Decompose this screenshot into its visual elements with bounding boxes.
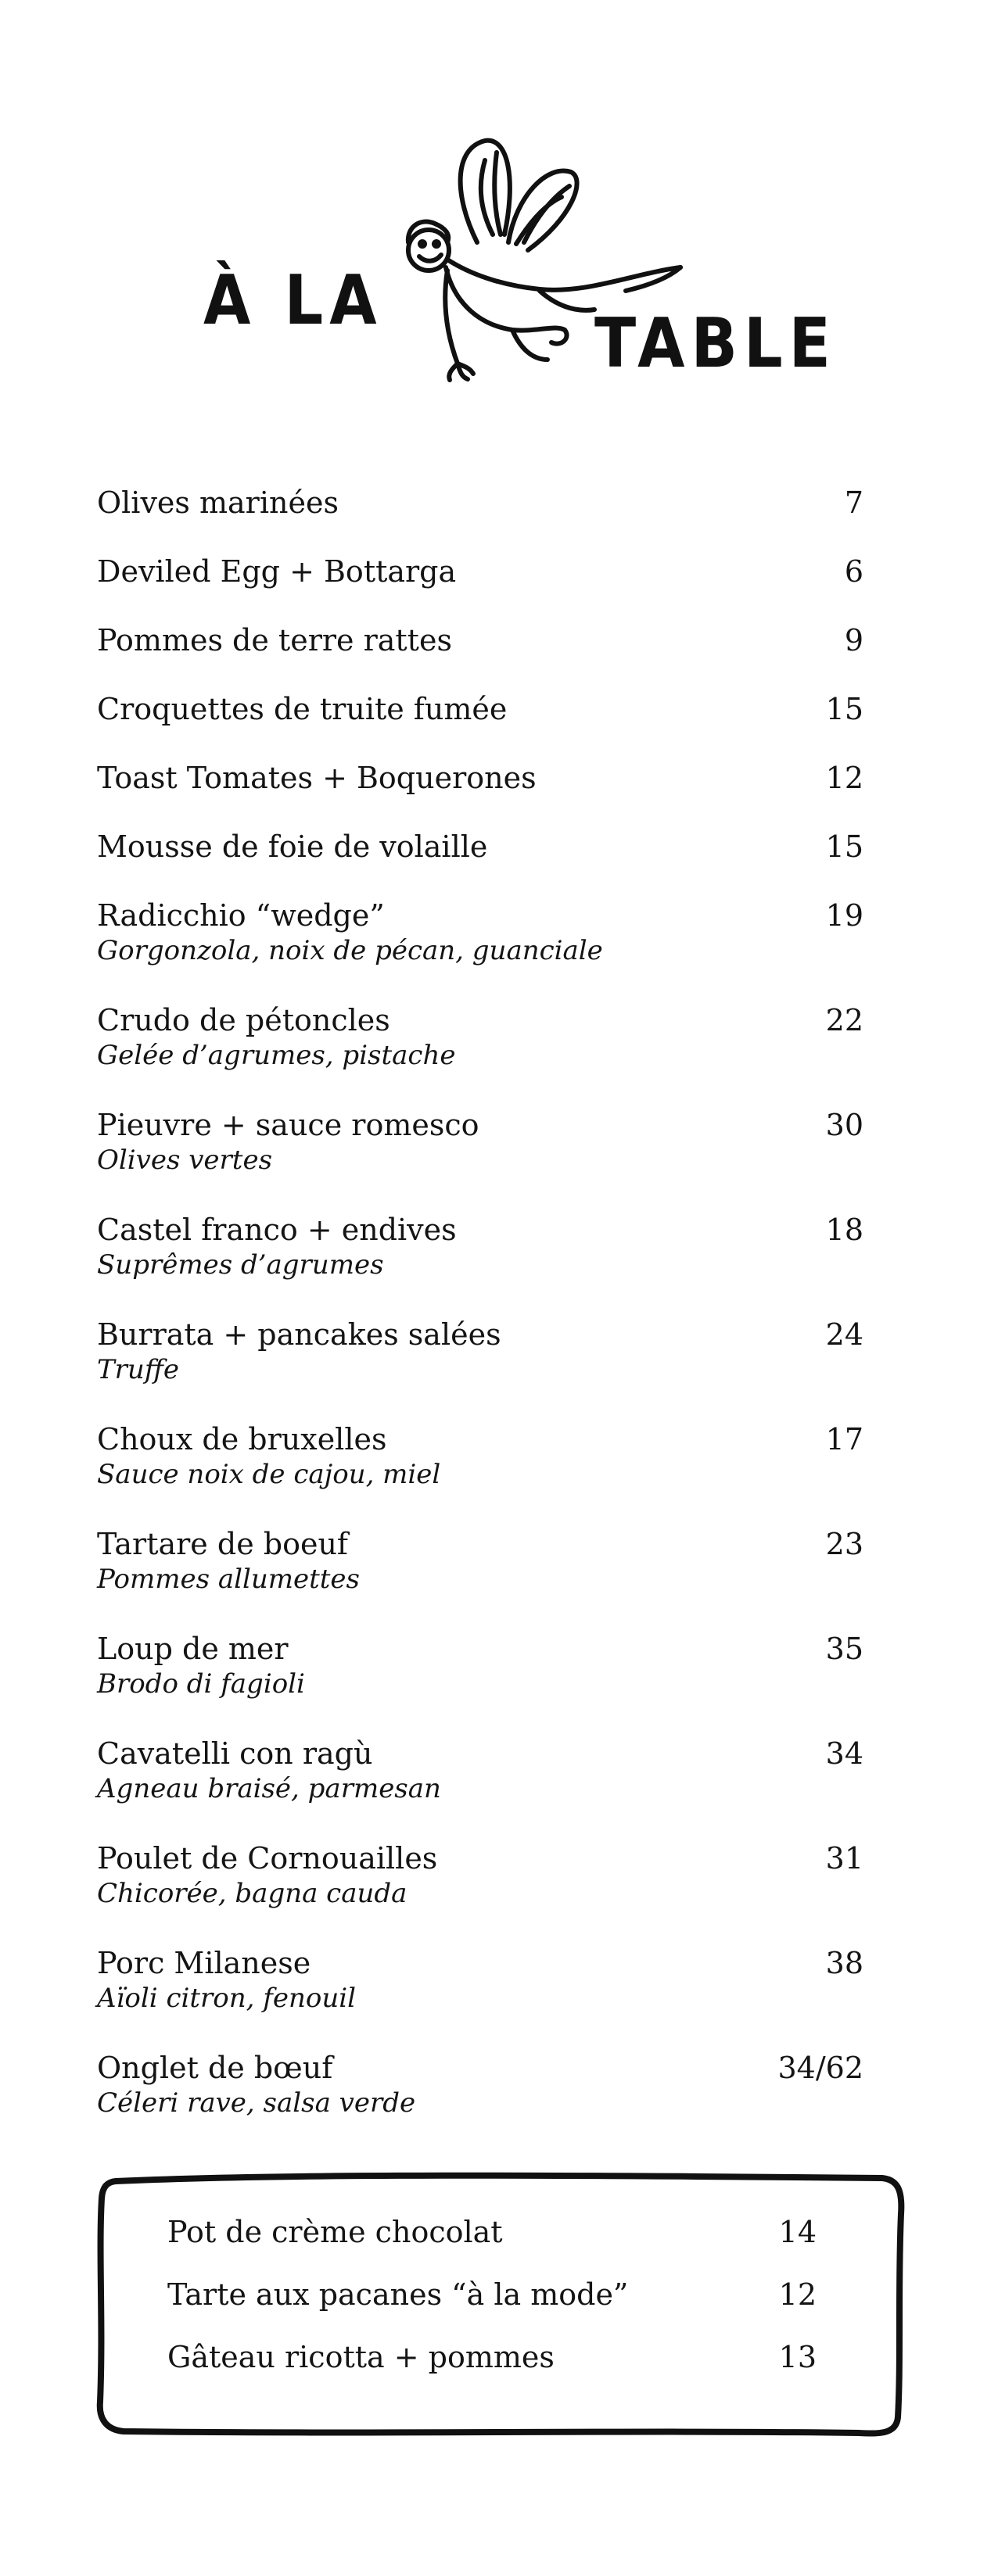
menu-item-price: 31: [825, 1841, 863, 1876]
menu-item-name: Loup de mer: [97, 1632, 289, 1666]
menu-item-price: 15: [825, 692, 863, 726]
winged-sprite-icon: [360, 125, 720, 438]
menu-item: [97, 760, 863, 829]
menu-item: [97, 1526, 863, 1631]
menu-item: [97, 1002, 863, 1107]
menu-item-description: Céleri rave, salsa verde: [97, 2087, 416, 2119]
menu-item-price: 19: [825, 898, 863, 933]
menu-item-price: 34: [825, 1736, 863, 1771]
menu-item-name: Castel franco + endives: [97, 1213, 457, 1247]
menu-item: [97, 1212, 863, 1317]
main-menu-list: [97, 485, 863, 2155]
dessert-item-price: 13: [778, 2340, 817, 2374]
menu-item-name: Pieuvre + sauce romesco: [97, 1108, 479, 1142]
menu-item-name: Toast Tomates + Boquerones: [97, 761, 537, 795]
menu-item-price: 6: [844, 554, 863, 589]
menu-item-name: Onglet de bœuf: [97, 2051, 333, 2085]
menu-item-name: Olives marinées: [97, 485, 339, 520]
menu-item-description: Suprêmes d’agrumes: [97, 1249, 384, 1281]
menu-item-description: Gelée d’agrumes, pistache: [97, 1040, 456, 1071]
menu-item-description: Sauce noix de cajou, miel: [97, 1459, 441, 1490]
menu-item: [97, 829, 863, 897]
dessert-item-price: 12: [778, 2277, 817, 2312]
menu-item: [97, 897, 863, 1002]
menu-item-name: Deviled Egg + Bottarga: [97, 554, 457, 589]
menu-item-name: Pommes de terre rattes: [97, 623, 452, 657]
menu-item-name: Crudo de pétoncles: [97, 1003, 390, 1037]
menu-item-description: Truffe: [97, 1354, 180, 1385]
menu-item-description: Olives vertes: [97, 1145, 273, 1176]
dessert-item: [167, 2277, 817, 2339]
menu-item-description: Pommes allumettes: [97, 1564, 360, 1595]
logo-title-left: À LA: [203, 261, 383, 341]
menu-item-description: Chicorée, bagna cauda: [97, 1878, 407, 1909]
menu-item-price: 22: [825, 1003, 863, 1037]
menu-item: [97, 1107, 863, 1212]
menu-item: [97, 1631, 863, 1736]
menu-item-price: 18: [825, 1213, 863, 1247]
dessert-item: [167, 2214, 817, 2277]
dessert-item-price: 14: [778, 2215, 817, 2249]
menu-item-name: Porc Milanese: [97, 1946, 311, 1980]
menu-item-price: 34/62: [777, 2051, 863, 2085]
menu-item-price: 15: [825, 829, 863, 864]
menu-item-name: Cavatelli con ragù: [97, 1736, 373, 1771]
menu-item-price: 7: [844, 485, 863, 520]
menu-item-price: 35: [825, 1632, 863, 1666]
menu-item-price: 24: [825, 1317, 863, 1352]
menu-item-description: Agneau braisé, parmesan: [97, 1773, 441, 1804]
menu-item: [97, 622, 863, 691]
menu-item: [97, 1736, 863, 1840]
menu-item-name: Choux de bruxelles: [97, 1422, 387, 1456]
dessert-item-name: Gâteau ricotta + pommes: [167, 2340, 555, 2374]
menu-item: [97, 1945, 863, 2050]
menu-item: [97, 1317, 863, 1421]
menu-item: [97, 1840, 863, 1945]
menu-item: [97, 2050, 863, 2155]
menu-item: [97, 485, 863, 554]
menu-item: [97, 1421, 863, 1526]
dessert-item: [167, 2339, 817, 2402]
menu-item-name: Poulet de Cornouailles: [97, 1841, 438, 1876]
menu-item-description: Brodo di fagioli: [97, 1668, 305, 1700]
menu-item-name: Radicchio “wedge”: [97, 898, 385, 933]
menu-item-price: 17: [825, 1422, 863, 1456]
menu-item-description: Aïoli citron, fenouil: [97, 1983, 356, 2014]
menu-item-price: 30: [825, 1108, 863, 1142]
menu-item-price: 38: [825, 1946, 863, 1980]
menu-item-name: Burrata + pancakes salées: [97, 1317, 501, 1352]
menu-item-price: 23: [825, 1527, 863, 1561]
menu-item: [97, 554, 863, 622]
dessert-item-name: Pot de crème chocolat: [167, 2215, 503, 2249]
menu-item-name: Croquettes de truite fumée: [97, 692, 508, 726]
dessert-item-name: Tarte aux pacanes “à la mode”: [167, 2277, 629, 2312]
menu-item-price: 12: [825, 761, 863, 795]
menu-item-price: 9: [844, 623, 863, 657]
logo: [188, 125, 837, 438]
menu-item-description: Gorgonzola, noix de pécan, guanciale: [97, 935, 603, 966]
dessert-list: [167, 2214, 817, 2402]
menu-item: [97, 691, 863, 760]
menu-item-name: Tartare de boeuf: [97, 1527, 348, 1561]
menu-item-name: Mousse de foie de volaille: [97, 829, 488, 864]
logo-title-right: TABLE: [594, 304, 837, 384]
